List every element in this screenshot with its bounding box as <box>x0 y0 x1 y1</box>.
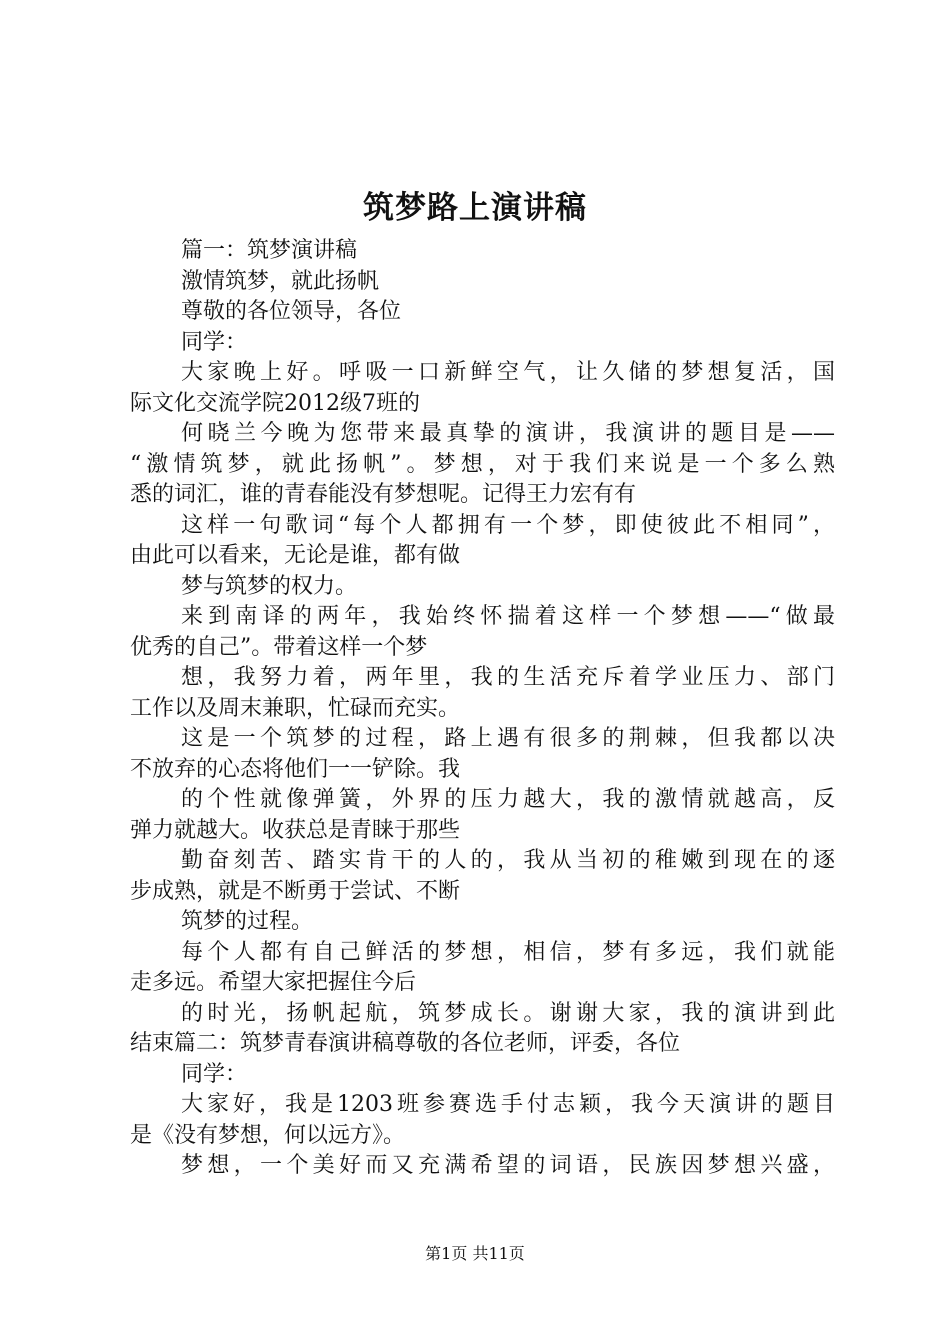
text-line: 际文化交流学院2012级7班的 <box>130 390 420 416</box>
text-line: 尊敬的各位领导，各位 <box>181 299 402 324</box>
text-line: 来到南译的两年，我始终怀揣着这样一个梦想——“做最 <box>181 604 835 629</box>
text-line: “激情筑梦，就此扬帆”。梦想，对于我们来说是一个多么熟 <box>130 451 835 477</box>
text-line: 大家晚上好。呼吸一口新鲜空气，让久储的梦想复活，国 <box>181 360 835 385</box>
text-line: 由此可以看来，无论是谁，都有做 <box>130 543 461 568</box>
text-line: 梦想，一个美好而又充满希望的词语，民族因梦想兴盛， <box>181 1153 835 1178</box>
text-line: 步成熟，就是不断勇于尝试、不断 <box>130 878 461 904</box>
text-line: 勤奋刻苦、踏实肯干的人的，我从当初的稚嫩到现在的逐 <box>181 848 835 873</box>
text-line: 优秀的自己”。带着这样一个梦 <box>130 634 428 660</box>
text-line: 同学： <box>181 1061 248 1087</box>
text-line: 梦与筑梦的权力。 <box>181 573 358 599</box>
text-line: 是《没有梦想，何以远方》。 <box>130 1122 406 1148</box>
text-line: 篇一：筑梦演讲稿 <box>181 238 358 263</box>
text-line: 何晓兰今晚为您带来最真挚的演讲，我演讲的题目是—— <box>181 421 835 446</box>
text-line: 结束篇二：筑梦青春演讲稿尊敬的各位老师，评委，各位 <box>130 1031 681 1056</box>
document-body <box>130 236 835 1182</box>
text-line: 的个性就像弹簧，外界的压力越大，我的激情就越高，反 <box>181 787 835 812</box>
text-line: 悉的词汇，谁的青春能没有梦想呢。记得王力宏有有 <box>130 482 637 507</box>
text-line: 大家好，我是1203班参赛选手付志颖，我今天演讲的题目 <box>181 1092 835 1117</box>
text-line: 工作以及周末兼职，忙碌而充实。 <box>130 695 461 721</box>
page-footer: 第1页 共11页 <box>425 1244 525 1263</box>
text-line: 这样一句歌词“每个人都拥有一个梦，即使彼此不相同”， <box>181 512 835 538</box>
text-line: 走多远。希望大家把握住今后 <box>130 970 417 995</box>
text-line: 激情筑梦，就此扬帆 <box>181 268 380 294</box>
text-line: 这是一个筑梦的过程，路上遇有很多的荆棘，但我都以决 <box>181 726 835 751</box>
text-line: 弹力就越大。收获总是青睐于那些 <box>130 817 461 843</box>
text-line: 同学： <box>181 329 248 355</box>
text-line: 的时光，扬帆起航，筑梦成长。谢谢大家，我的演讲到此 <box>181 1000 835 1026</box>
document-title: 筑梦路上演讲稿 <box>363 190 587 226</box>
text-line: 想，我努力着，两年里，我的生活充斥着学业压力、部门 <box>181 665 835 690</box>
text-line: 每个人都有自己鲜活的梦想，相信，梦有多远，我们就能 <box>181 939 835 965</box>
text-line: 不放弃的心态将他们一一铲除。我 <box>130 756 461 782</box>
text-line: 筑梦的过程。 <box>181 909 314 934</box>
